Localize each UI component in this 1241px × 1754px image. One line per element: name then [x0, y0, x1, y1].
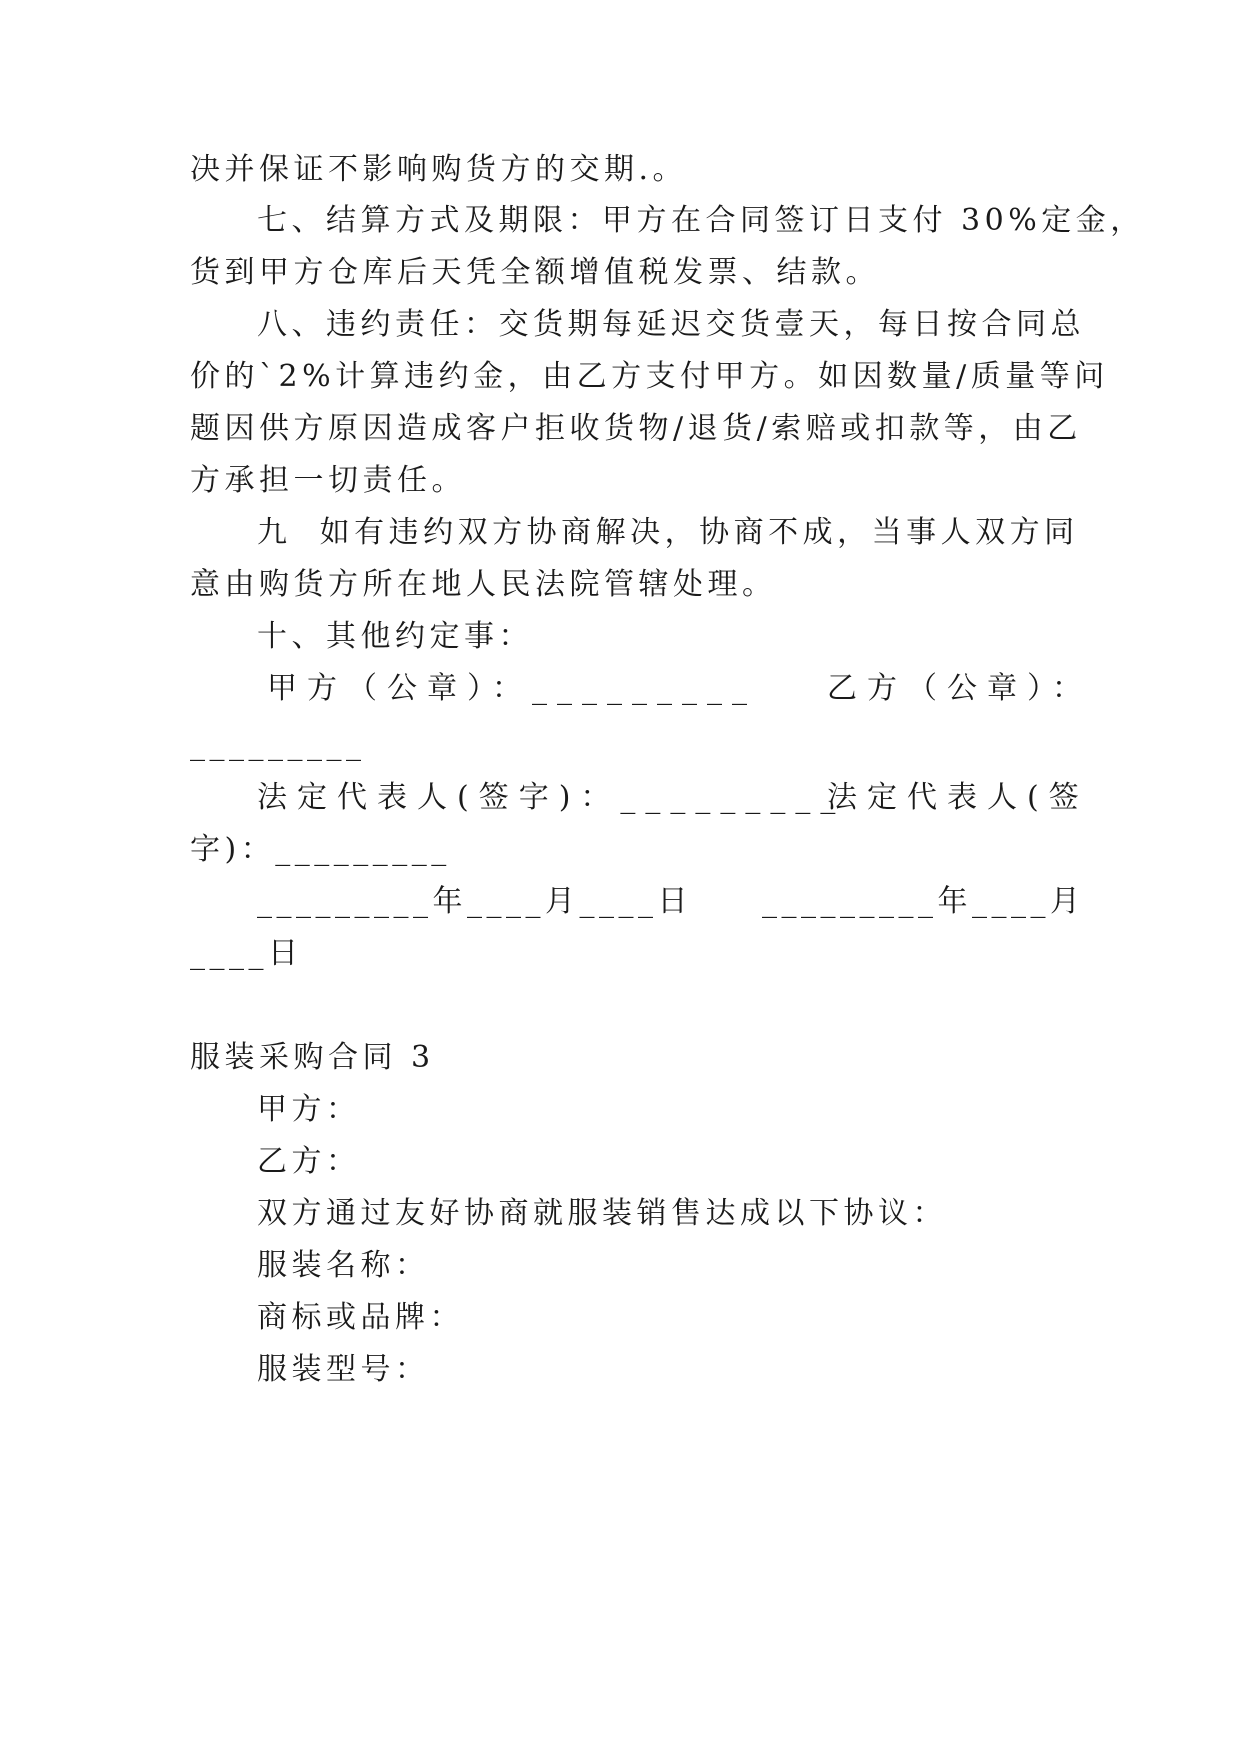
- clause10-text: 十、其他约定事：: [257, 619, 533, 654]
- clause6-end-text: 决并保证不影响购货方的交期.。: [190, 152, 688, 187]
- party-a-seal-line: 甲方（公章）：_________: [267, 671, 757, 706]
- section3-title: 服装采购合同 3: [190, 1040, 435, 1075]
- clause7-line2: 货到甲方仓库后天凭全额增值税发票、结款。: [190, 255, 880, 290]
- clause9-line1: 九 如有违约双方协商解决，协商不成，当事人双方同: [257, 515, 1079, 550]
- section3-intro: 双方通过友好协商就服装销售达成以下协议：: [257, 1196, 947, 1231]
- clause8-line1: 八、违约责任：交货期每延迟交货壹天，每日按合同总: [257, 307, 1085, 342]
- section3-party-a: 甲方：: [257, 1092, 361, 1127]
- clause8-line4: 方承担一切责任。: [190, 463, 466, 498]
- party-b-seal-blank: _________: [190, 727, 366, 762]
- clause9-line2: 意由购货方所在地人民法院管辖处理。: [190, 567, 777, 602]
- rep-b-label-part2: 字)：_________: [190, 832, 451, 867]
- rep-a-signature-line: 法定代表人(签字)：_________: [257, 780, 846, 815]
- clause7-line1: 七、结算方式及期限：甲方在合同签订日支付 30%定金，: [257, 203, 1145, 238]
- clause8-line2: 价的`2%计算违约金，由乙方支付甲方。如因数量/质量等问: [190, 359, 1109, 394]
- section3-item-brand: 商标或品牌：: [257, 1300, 464, 1335]
- clause8-line3: 题因供方原因造成客户拒收货物/退货/索赔或扣款等，由乙: [190, 411, 1082, 446]
- date-b-line-part1: _________年____月: [762, 884, 1085, 919]
- date-b-line-part2: ____日: [190, 936, 303, 971]
- rep-b-label-part1: 法定代表人(签: [827, 780, 1089, 815]
- section3-party-b: 乙方：: [257, 1144, 361, 1179]
- date-a-line: _________年____月____日: [257, 884, 692, 919]
- party-b-seal-label: 乙方（公章）：: [827, 671, 1092, 706]
- section3-item-name: 服装名称：: [257, 1248, 430, 1283]
- section3-item-model: 服装型号：: [257, 1352, 430, 1387]
